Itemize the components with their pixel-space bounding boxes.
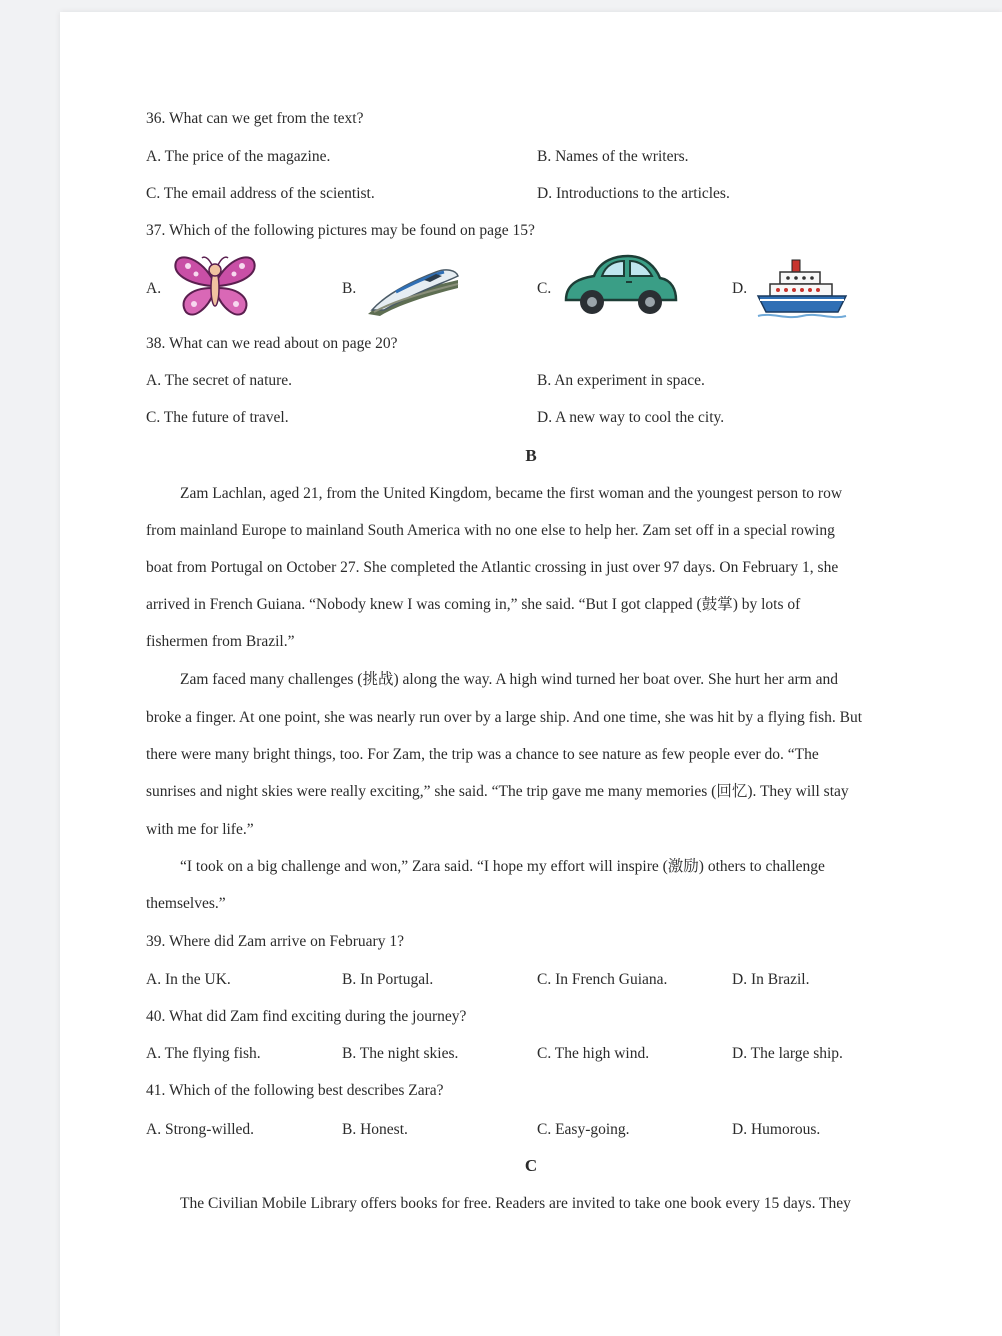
q39-option-d: D. In Brazil. xyxy=(732,971,810,988)
passage-b-line: “I took on a big challenge and won,” Zara said. “I hope my effort will inspire (激励) others to challenge xyxy=(180,858,825,875)
q36-option-d: D. Introductions to the articles. xyxy=(537,185,730,202)
passage-b-line: Zam Lachlan, aged 21, from the United Kingdom, became the first woman and the youngest person to row xyxy=(180,485,843,502)
q40-option-b: B. The night skies. xyxy=(342,1045,459,1062)
car-picture xyxy=(560,252,680,320)
passage-b-line: fishermen from Brazil.” xyxy=(146,633,295,650)
passage-b-line: Zam faced many challenges (挑战) along the way. A high wind turned her boat over. She hurt her arm and xyxy=(180,671,838,688)
q38-option-b: B. An experiment in space. xyxy=(537,372,705,389)
q39-option-a: A. In the UK. xyxy=(146,971,231,988)
passage-c-line: The Civilian Mobile Library offers books for free. Readers are invited to take one book every 15 days. They xyxy=(180,1195,851,1212)
question-36: 36. What can we get from the text? xyxy=(146,110,364,127)
q37-option-c: C. xyxy=(537,280,552,297)
q36-option-a: A. The price of the magazine. xyxy=(146,148,331,165)
question-39: 39. Where did Zam arrive on February 1? xyxy=(146,933,404,950)
train-picture xyxy=(366,258,462,316)
q37-option-a: A. xyxy=(146,280,162,297)
section-c-heading: C xyxy=(524,1156,538,1175)
section-b-heading: B xyxy=(525,446,537,465)
butterfly-picture xyxy=(172,252,258,318)
passage-b-line: themselves.” xyxy=(146,895,226,912)
q40-option-c: C. The high wind. xyxy=(537,1045,650,1062)
question-38: 38. What can we read about on page 20? xyxy=(146,335,398,352)
question-40: 40. What did Zam find exciting during the journey? xyxy=(146,1008,467,1025)
passage-b-line: from mainland Europe to mainland South America with no one else to help her. Zam set off in a special rowing xyxy=(146,522,835,539)
ship-picture xyxy=(756,254,848,322)
q38-option-d: D. A new way to cool the city. xyxy=(537,409,725,426)
q40-option-a: A. The flying fish. xyxy=(146,1045,261,1062)
q41-option-b: B. Honest. xyxy=(342,1121,408,1138)
passage-b-line: broke a finger. At one point, she was nearly run over by a large ship. And one time, she was hit by a flying fish. But xyxy=(146,709,863,726)
q41-option-c: C. Easy-going. xyxy=(537,1121,630,1138)
q36-option-c: C. The email address of the scientist. xyxy=(146,185,375,202)
q40-option-d: D. The large ship. xyxy=(732,1045,843,1062)
passage-b-line: sunrises and night skies were really exciting,” she said. “The trip gave me many memories (回忆). They will stay xyxy=(146,783,849,800)
q36-option-b: B. Names of the writers. xyxy=(537,148,689,165)
q39-option-c: C. In French Guiana. xyxy=(537,971,668,988)
q41-option-d: D. Humorous. xyxy=(732,1121,821,1138)
question-37: 37. Which of the following pictures may be found on page 15? xyxy=(146,222,535,239)
document-page xyxy=(60,12,1002,1336)
passage-b-line: arrived in French Guiana. “Nobody knew I was coming in,” she said. “But I got clapped (鼓掌) by lots of xyxy=(146,596,801,613)
q37-option-b: B. xyxy=(342,280,357,297)
q37-option-d: D. xyxy=(732,280,748,297)
q41-option-a: A. Strong-willed. xyxy=(146,1121,255,1138)
q39-option-b: B. In Portugal. xyxy=(342,971,434,988)
q38-option-a: A. The secret of nature. xyxy=(146,372,293,389)
passage-b-line: with me for life.” xyxy=(146,821,254,838)
passage-b-line: boat from Portugal on October 27. She completed the Atlantic crossing in just over 97 days. On February 1, she xyxy=(146,559,839,576)
q38-option-c: C. The future of travel. xyxy=(146,409,289,426)
question-41: 41. Which of the following best describes Zara? xyxy=(146,1082,444,1099)
passage-b-line: there were many bright things, too. For Zam, the trip was a chance to see nature as few people ever do. “The xyxy=(146,746,819,763)
